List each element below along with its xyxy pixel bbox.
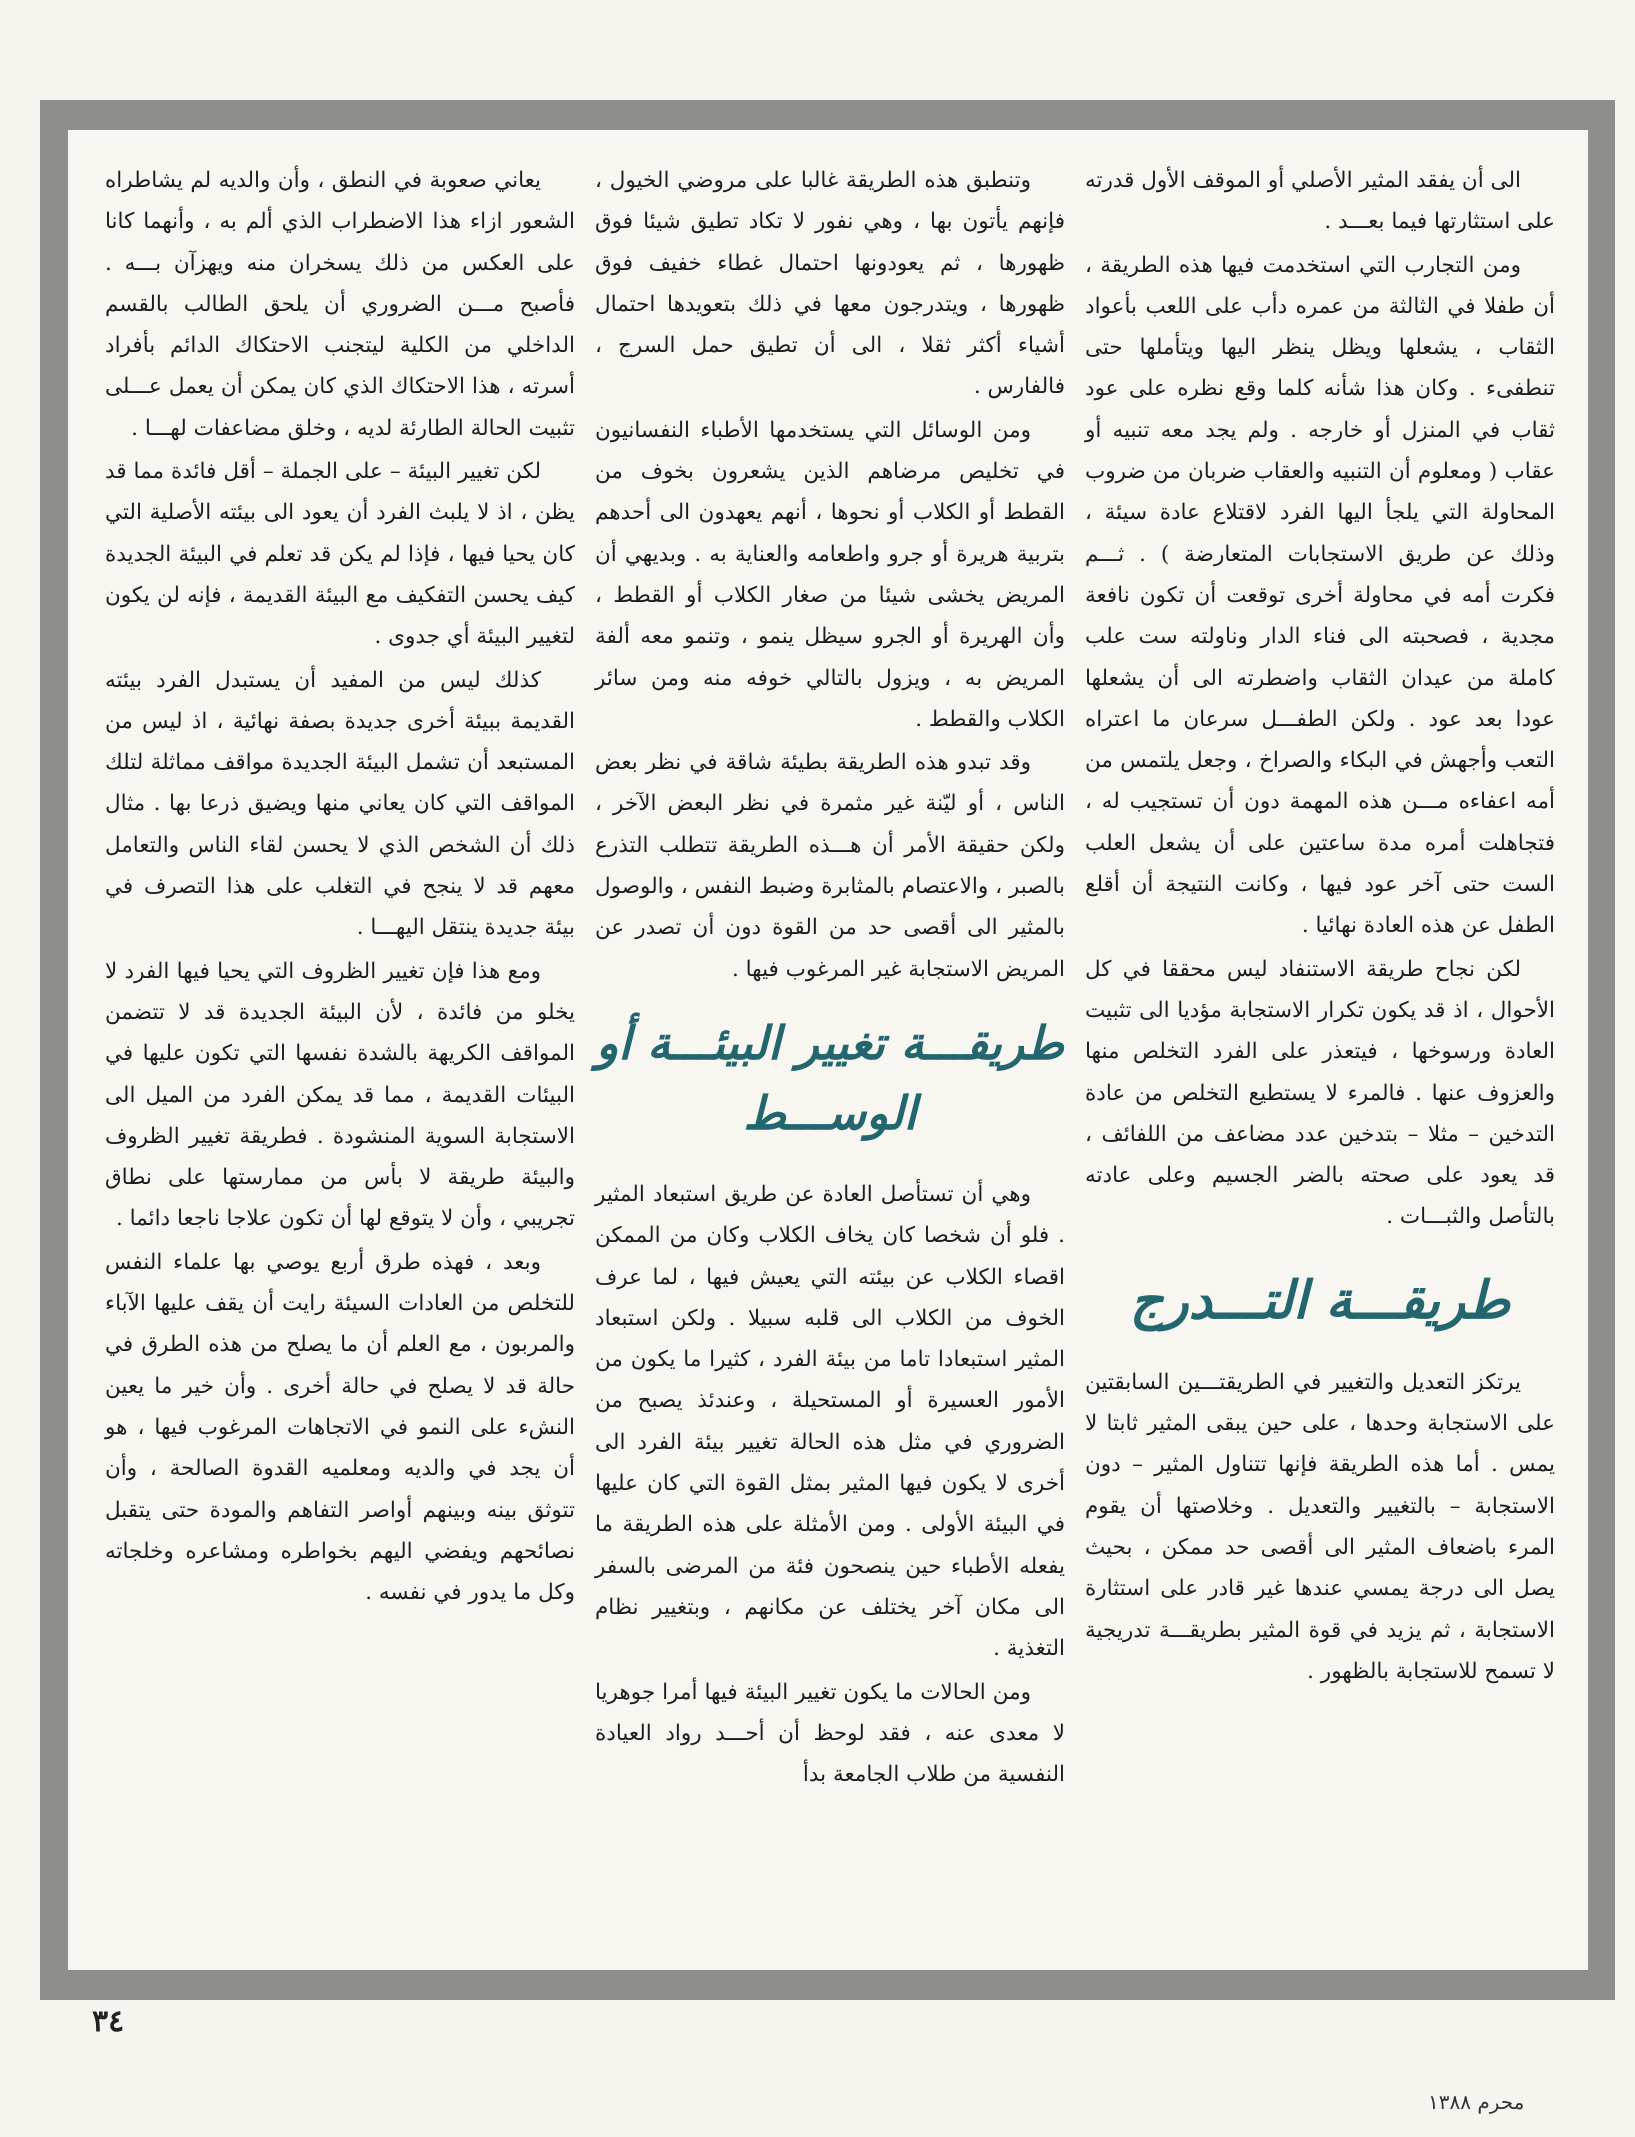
paragraph: كذلك ليس من المفيد أن يستبدل الفرد بيئته القديمة ببيئة أخرى جديدة بصفة نهائية ، اذ ليس من المستبعد أن تشمل البيئة الجديدة مواقف مماثلة لتلك المواقف التي كان يعاني منها ويضيق ذرعا بها . مثال ذلك أن الشخص الذي لا يحسن لقاء الناس والتعامل معهم قد لا ينجح في التغلب على هذا التصرف في بيئة جديدة ينتقل اليهـــا .	[105, 667, 575, 941]
paragraph: يعاني صعوبة في النطق ، وأن والديه لم يشاطراه الشعور ازاء هذا الاضطراب الذي ألم به ، وأنهما كانا على العكس من ذلك يسخران منه ويهزآن بـــه . فأصبح مـــن الضروري أن يلحق الطالب بالقسم الداخلي من الكلية ليتجنب الاحتكاك الدائم بأفراد أسرته ، هذا الاحتكاك الذي كان يمكن أن يعمل عـــلى تثبيت الحالة الطارئة لديه ، وخلق مضاعفات لهـــا .	[105, 168, 575, 441]
paragraph: لكن نجاح طريقة الاستنفاد ليس محققا في كل الأحوال ، اذ قد يكون تكرار الاستجابة مؤديا الى تثبيت العادة ورسوخها ، فيتعذر على الفرد التخلص منها والعزوف عنها . فالمرء لا يستطيع التخلص من عادة التدخين – مثلا – بتدخين عدد مضاعف من اللفائف ، قد يعود على صحته بالضر الجسيم وعلى عادته بالتأصل والثبـــات .	[1085, 956, 1555, 1230]
page-number: ٣٤	[92, 2004, 125, 2039]
article-column-right	[1085, 160, 1555, 1694]
article-column-left	[105, 160, 575, 1615]
paragraph: ومع هذا فإن تغيير الظروف التي يحيا فيها الفرد لا يخلو من فائدة ، لأن البيئة الجديدة قد لا تتضمن المواقف الكريهة بالشدة نفسها التي تكون عليها في البيئات القديمة ، مما قد يمكن الفرد من الميل الى الاستجابة السوية المنشودة . فطريقة تغيير الظروف والبيئة طريقة لا بأس من ممارستها على نطاق تجريبي ، وأن لا يتوقع لها أن تكون علاجا ناجعا دائما .	[105, 958, 575, 1232]
section-heading-gradual-method: طريقـــة التـــدرج	[1129, 1270, 1511, 1331]
paragraph: وهي أن تستأصل العادة عن طريق استبعاد المثير . فلو أن شخصا كان يخاف الكلاب وكان من الممكن اقصاء الكلاب عن بيئته التي يعيش فيها ، لما عرف الخوف من الكلاب الى قلبه سبيلا . ولكن استبعاد المثير استبعادا تاما من بيئة الفرد ، كثيرا ما يكون من الأمور العسيرة أو المستحيلة ، وعندئذ يصبح من الضروري في مثل هذه الحالة تغيير بيئة الفرد الى أخرى لا يكون فيها المثير بمثل القوة التي كان عليها في البيئة الأولى . ومن الأمثلة على هذه الطريقة ما يفعله الأطباء حين ينصحون فئة من المرضى بالسفر الى مكان آخر يختلف عن مكانهم ، وبتغيير نظام التغذية .	[595, 1181, 1065, 1662]
paragraph: ومن الحالات ما يكون تغيير البيئة فيها أمرا جوهريا لا معدى عنه ، فقد لوحظ أن أحـــد رواد العيادة النفسية من طلاب الجامعة بدأ	[595, 1679, 1065, 1788]
article-column-middle	[595, 160, 1065, 1797]
paragraph: الى أن يفقد المثير الأصلي أو الموقف الأول قدرته على استثارتها فيما بعـــد .	[1085, 168, 1555, 235]
paragraph: وقد تبدو هذه الطريقة بطيئة شاقة في نظر بعض الناس ، أو ليّنة غير مثمرة في نظر البعض الآخر ، ولكن حقيقة الأمر أن هـــذه الطريقة تتطلب التذرع بالصبر ، والاعتصام بالمثابرة وضبط النفس ، والوصول بالمثير الى أقصى حد من القوة دون أن تصدر عن المريض الاستجابة غير المرغوب فيها .	[595, 750, 1065, 982]
paragraph: وتنطبق هذه الطريقة غالبا على مروضي الخيول ، فإنهم يأتون بها ، وهي نفور لا تكاد تطيق شيئا فوق ظهورها ، ثم يعودونها احتمال غطاء خفيف فوق ظهورها ، ويتدرجون معها في ذلك بتعويدها احتمال أشياء أكثر ثقلا ، الى أن تطيق حمل السرج ، فالفارس .	[595, 168, 1065, 400]
issue-date: محرم ١٣٨٨	[1428, 2090, 1525, 2114]
paragraph: وبعد ، فهذه طرق أربع يوصي بها علماء النفس للتخلص من العادات السيئة رايت أن يقف عليها الآباء والمربون ، مع العلم أن ما يصلح من هذه الطرق في حالة قد لا يصلح في حالة أخرى . وأن خير ما يعين النشء على النمو في الاتجاهات المرغوب فيها ، هو أن يجد في والديه ومعلميه القدوة الصالحة ، وأن تتوثق بينه وبينهم أواصر التفاهم والمودة حتى يتقبل نصائحهم ويفضي اليهم بخواطره ومشاعره وخلجاته وكل ما يدور في نفسه .	[105, 1249, 575, 1606]
paragraph: يرتكز التعديل والتغيير في الطريقتـــين السابقتين على الاستجابة وحدها ، على حين يبقى المثير ثابتا لا يمس . أما هذه الطريقة فإنها تتناول المثير – دون الاستجابة – بالتغيير والتعديل . وخلاصتها أن يقوم المرء باضعاف المثير الى أقصى حد ممكن ، بحيث يصل الى درجة يمسي عندها غير قادر على استثارة الاستجابة ، ثم يزيد في قوة المثير بطريقـــة تدريجية لا تسمح للاستجابة بالظهور .	[1085, 1369, 1555, 1684]
section-heading-environment-method: طريقـــة تغيير البيئـــة أو الوســـط	[596, 1015, 1064, 1140]
paragraph: لكن تغيير البيئة – على الجملة – أقل فائدة مما قد يظن ، اذ لا يلبث الفرد أن يعود الى بيئته الأصلية التي كان يحيا فيها ، فإذا لم يكن قد تعلم في البيئة الجديدة كيف يحسن التفكيف مع البيئة القديمة ، فإنه لن يكون لتغيير البيئة أي جدوى .	[105, 459, 575, 650]
paragraph: ومن التجارب التي استخدمت فيها هذه الطريقة ، أن طفلا في الثالثة من عمره دأب على اللعب بأعواد الثقاب ، يشعلها ويظل ينظر اليها ويتأملها حتى تنطفىء . وكان هذا شأنه كلما وقع نظره على عود ثقاب في المنزل أو خارجه . ولم يجد معه تنبيه أو عقاب ( ومعلوم أن التنبيه والعقاب ضربان من ضروب المحاولة التي يلجأ اليها الفرد لاقتلاع عادة سيئة ، وذلك عن طريق الاستجابات المتعارضة ) . ثـــم فكرت أمه في محاولة أخرى توقعت أن تكون نافعة مجدية ، فصحبته الى فناء الدار وناولته ست علب كاملة من عيدان الثقاب واضطرته الى أن يشعلها عودا بعد عود . ولكن الطفـــل سرعان ما اعتراه التعب وأجهش في البكاء والصراخ ، وجعل يلتمس من أمه اعفاءه مـــن هذه المهمة دون أن تستجيب له ، فتجاهلت أمره مدة ساعتين على أن يشعل العلب الست حتى آخر عود فيها ، وكانت النتيجة أن أقلع الطفل عن هذه العادة نهائيا .	[1085, 252, 1555, 939]
paragraph: ومن الوسائل التي يستخدمها الأطباء النفسانيون في تخليص مرضاهم الذين يشعرون بخوف من القطط أو الكلاب أو نحوها ، أنهم يعهدون الى أحدهم بتربية هريرة أو جرو واطعامه والعناية به . وبديهي أن المريض يخشى شيئا من صغار الكلاب أو القطط ، وأن الهريرة أو الجرو سيظل ينمو ، وتنمو معه ألفة المريض به ، ويزول بالتالي خوفه منه ومن سائر الكلاب والقطط .	[595, 417, 1065, 732]
